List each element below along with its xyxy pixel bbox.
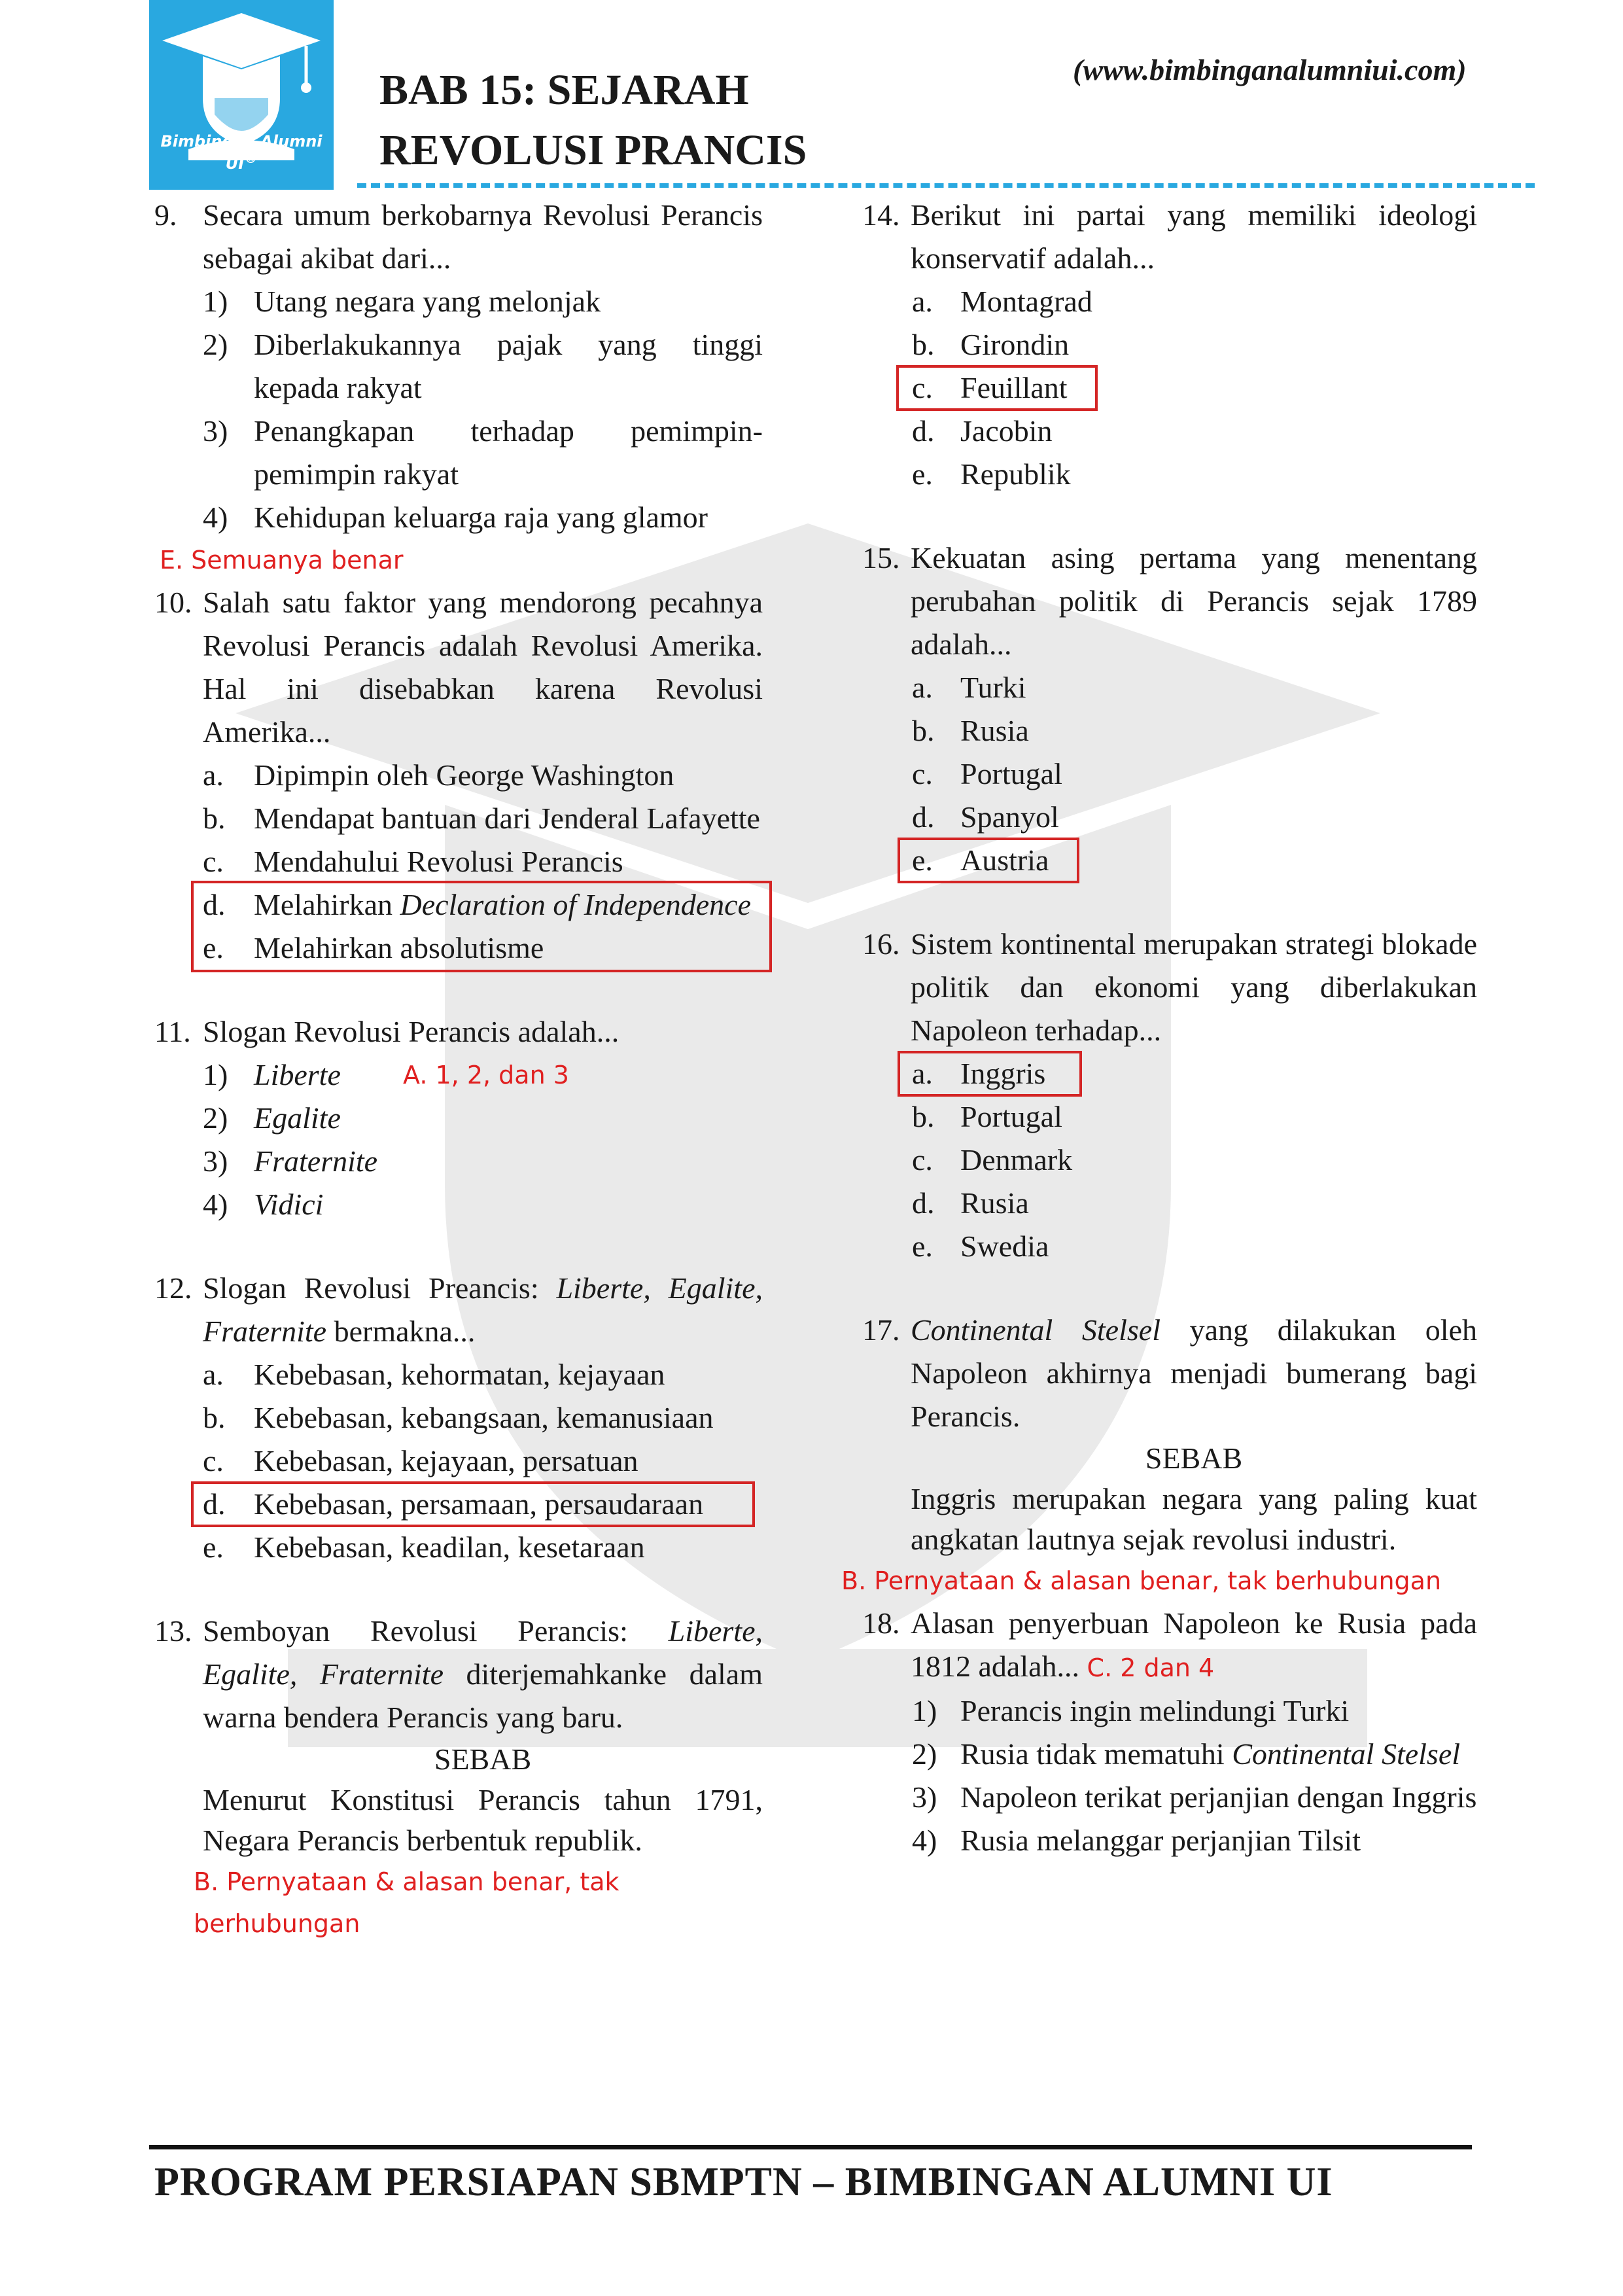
- question-text: Salah satu faktor yang mendorong pecahnya Revolusi Perancis adalah Revolusi Amerika. Hal ini disebabkan karena Revolusi Amerika...: [203, 586, 763, 749]
- option-e: e. Kebebasan, keadilan, kesetaraan: [203, 1530, 645, 1564]
- question-text: Kekuatan asing pertama yang menentang perubahan politik di Perancis sejak 1789 adalah...: [911, 541, 1477, 661]
- question-13: 13. Semboyan Revolusi Perancis: Liberte, Egalite, Fraternite diterjemahkanke dalam warna bendera Perancis yang baru.: [154, 1610, 763, 1739]
- option-d: d. Jacobin: [912, 414, 1053, 448]
- question-text: Sistem kontinental merupakan strategi blokade politik dan ekonomi yang diberlakukan Napoleon terhadap...: [911, 927, 1477, 1047]
- footer-rule: [149, 2145, 1472, 2149]
- reason-text: Inggris merupakan negara yang paling kuat angkatan lautnya sejak revolusi industri.: [911, 1482, 1477, 1556]
- option-3: 3) Napoleon terikat perjanjian dengan Inggris: [912, 1780, 1477, 1814]
- answer-annotation: B. Pernyataan & alasan benar, tak berhubungan: [194, 1867, 620, 1938]
- option-c: c. Portugal: [912, 757, 1062, 790]
- answer-annotation: C. 2 dan 4: [1087, 1653, 1215, 1682]
- option-1: 1) Utang negara yang melonjak: [203, 285, 601, 318]
- chapter-title: [379, 60, 807, 181]
- question-11: [154, 1010, 763, 1053]
- question-text: Alasan penyerbuan Napoleon ke Rusia pada 1812 adalah...: [911, 1606, 1477, 1683]
- option-b: b. Mendapat bantuan dari Jenderal Lafayette: [203, 802, 760, 835]
- header-divider: [357, 183, 1535, 188]
- question-number: 12.: [154, 1271, 192, 1305]
- option-e: e. Melahirkan absolutisme: [203, 931, 544, 964]
- question-text: Slogan Revolusi Perancis adalah...: [203, 1015, 620, 1048]
- option-4: 4) Vidici: [203, 1188, 324, 1221]
- question-14: [862, 194, 1477, 280]
- answer-box: [191, 1481, 755, 1527]
- option-e: e. Swedia: [912, 1229, 1049, 1263]
- answer-box: [898, 1051, 1082, 1097]
- answer-annotation: A. 1, 2, dan 3: [403, 1061, 569, 1089]
- option-2: 2) Diberlakukannya pajak yang tinggi kepada rakyat: [203, 328, 763, 404]
- option-4: 4) Kehidupan keluarga raja yang glamor: [203, 501, 708, 534]
- option-1: 1) Perancis ingin melindungi Turki: [912, 1694, 1350, 1727]
- answer-annotation: B. Pernyataan & alasan benar, tak berhubungan: [841, 1566, 1442, 1595]
- option-a: a. Turki: [912, 671, 1026, 704]
- option-b: b. Kebebasan, kebangsaan, kemanusiaan: [203, 1401, 714, 1434]
- logo: [149, 0, 334, 190]
- option-e: e. Austria: [862, 839, 1477, 882]
- option-c: c. Mendahului Revolusi Perancis: [203, 845, 623, 878]
- question-number: 18.: [862, 1606, 900, 1640]
- left-column: [154, 194, 763, 1945]
- option-d: d. Rusia: [912, 1186, 1029, 1220]
- question-number: 14.: [862, 198, 900, 232]
- question-10: [154, 581, 763, 754]
- right-column: [841, 194, 1477, 1862]
- option-4: 4) Rusia melanggar perjanjian Tilsit: [912, 1824, 1361, 1857]
- option-d: d. Spanyol: [912, 800, 1059, 834]
- option-d: d. Kebebasan, persamaan, persaudaraan: [154, 1483, 763, 1526]
- sebab-label: SEBAB: [434, 1742, 532, 1776]
- option-c: c. Kebebasan, kejayaan, persatuan: [203, 1444, 638, 1477]
- option-1: 1) Liberte A. 1, 2, dan 3: [154, 1053, 763, 1097]
- question-15: [862, 537, 1477, 666]
- answer-box: [896, 365, 1098, 411]
- option-e: e. Republik: [912, 457, 1071, 491]
- option-c: c. Feuillant: [862, 366, 1477, 410]
- question-number: 10.: [154, 586, 192, 619]
- question-17: 17. Continental Stelsel yang dilakukan oleh Napoleon akhirnya menjadi bumerang bagi Perancis.: [862, 1309, 1477, 1438]
- logo-text: Bimbingan Alumni UI®: [160, 132, 323, 173]
- option-a: a. Montagrad: [912, 285, 1092, 318]
- question-number: 13.: [154, 1614, 192, 1648]
- question-number: 16.: [862, 927, 900, 961]
- question-18: [862, 1602, 1477, 1689]
- chapter-title-line1: BAB 15: SEJARAH: [379, 66, 749, 114]
- option-3: 3) Penangkapan terhadap pemimpin-pemimpin rakyat: [203, 414, 763, 491]
- question-text: Secara umum berkobarnya Revolusi Perancis sebagai akibat dari...: [203, 198, 763, 275]
- answer-annotation: E. Semuanya benar: [160, 546, 404, 574]
- question-number: 15.: [862, 541, 900, 574]
- question-text: Berikut ini partai yang memiliki ideologi konservatif adalah...: [911, 198, 1477, 275]
- option-2: 2) Egalite: [203, 1101, 341, 1135]
- answer-box: [898, 838, 1079, 883]
- option-a: a. Inggris: [862, 1052, 1477, 1095]
- footer-text: PROGRAM PERSIAPAN SBMPTN – BIMBINGAN ALUMNI UI: [154, 2160, 1333, 2204]
- question-number: 9.: [154, 198, 177, 232]
- question-9: [154, 194, 763, 280]
- option-b: b. Portugal: [912, 1100, 1062, 1133]
- option-3: 3) Fraternite: [203, 1144, 378, 1178]
- question-16: [862, 923, 1477, 1052]
- option-c: c. Denmark: [912, 1143, 1073, 1176]
- option-a: a. Dipimpin oleh George Washington: [203, 758, 674, 792]
- question-12: 12. Slogan Revolusi Preancis: Liberte, Egalite, Fraternite bermakna...: [154, 1267, 763, 1353]
- option-b: b. Girondin: [912, 328, 1070, 361]
- reason-text: Menurut Konstitusi Perancis tahun 1791, Negara Perancis berbentuk republik.: [203, 1783, 763, 1857]
- chapter-title-line2: REVOLUSI PRANCIS: [379, 126, 807, 174]
- option-d: d. Melahirkan Declaration of Independence: [154, 883, 763, 927]
- option-2: 2) Rusia tidak mematuhi Continental Stelsel: [912, 1737, 1461, 1771]
- option-b: b. Rusia: [912, 714, 1029, 747]
- question-number: 11.: [154, 1015, 191, 1048]
- option-a: a. Kebebasan, kehormatan, kejayaan: [203, 1358, 665, 1391]
- website-url: (www.bimbinganalumniui.com): [1073, 53, 1467, 86]
- question-number: 17.: [862, 1313, 900, 1347]
- sebab-label: SEBAB: [1145, 1441, 1243, 1475]
